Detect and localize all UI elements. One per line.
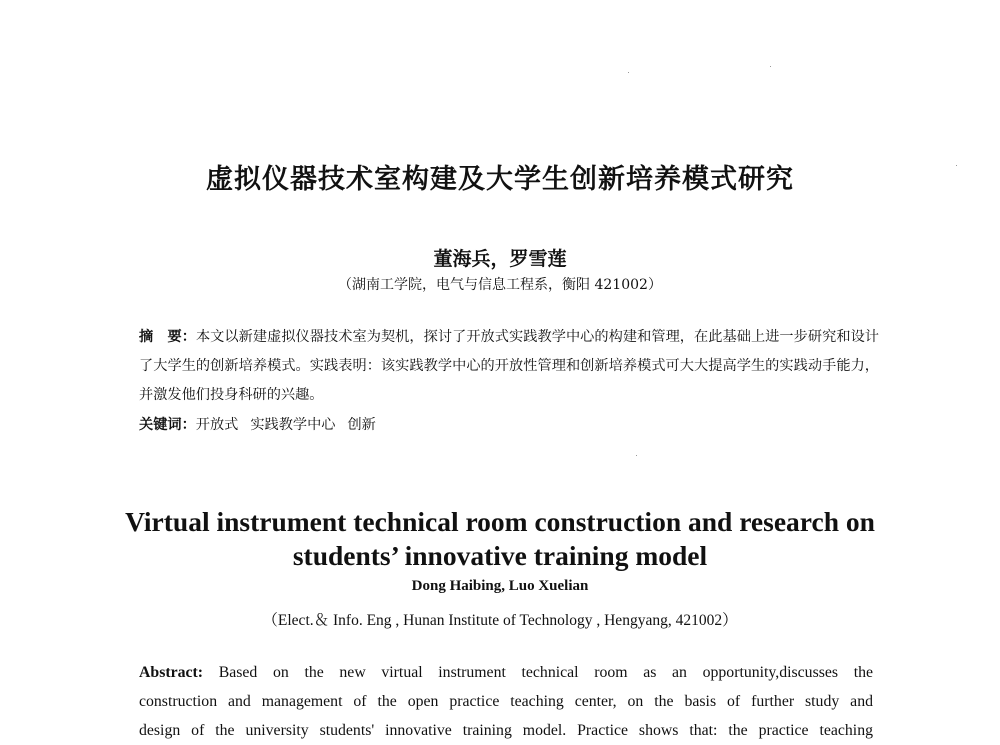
- keyword-item: 开放式: [195, 417, 239, 433]
- english-abstract-line: [139, 658, 873, 687]
- english-abstract-line: design of the university students' innovative training model. Practice shows that: the practice teaching: [139, 722, 873, 739]
- english-affiliation: （Elect.＆ Info. Eng , Hunan Institute of Technology , Hengyang, 421002）: [262, 612, 738, 629]
- chinese-abstract: [139, 323, 879, 410]
- scan-speck: [956, 165, 957, 166]
- english-abstract-text: Based on the new virtual instrument technical room as an opportunity,discusses the: [203, 664, 873, 681]
- chinese-keywords: [139, 414, 388, 434]
- english-abstract: [139, 658, 873, 739]
- english-title-line: students’ innovative training model: [292, 540, 708, 571]
- english-title-line: Virtual instrument technical room construction and research on: [125, 506, 875, 537]
- keyword-item: 创新: [347, 417, 376, 433]
- scan-speck: [636, 455, 637, 456]
- english-abstract-label: Abstract:: [139, 664, 204, 681]
- chinese-abstract-label: 摘 要：: [139, 329, 196, 345]
- english-abstract-line: construction and management of the open practice teaching center, on the basis of further study and: [139, 693, 873, 710]
- english-title: [0, 505, 1000, 573]
- chinese-title: 虚拟仪器技术室构建及大学生创新培养模式研究: [206, 164, 794, 195]
- keyword-item: 实践教学中心: [250, 417, 336, 433]
- chinese-affiliation: （湖南工学院，电气与信息工程系，衡阳 421002）: [338, 277, 662, 293]
- chinese-keywords-label: 关键词：: [139, 417, 196, 433]
- chinese-authors: 董海兵，罗雪莲: [433, 248, 567, 270]
- scan-speck: [628, 72, 629, 73]
- chinese-abstract-text: 本文以新建虚拟仪器技术室为契机，探讨了开放式实践教学中心的构建和管理，在此基础上进一步研究和设计了大学生的创新培养模式。实践表明：该实践教学中心的开放性管理和创新培养模式可大大提高学生的实践动手能力，并激发他们投身科研的兴趣。: [139, 329, 879, 403]
- english-authors: Dong Haibing, Luo Xuelian: [411, 578, 589, 594]
- scan-speck: [770, 66, 771, 67]
